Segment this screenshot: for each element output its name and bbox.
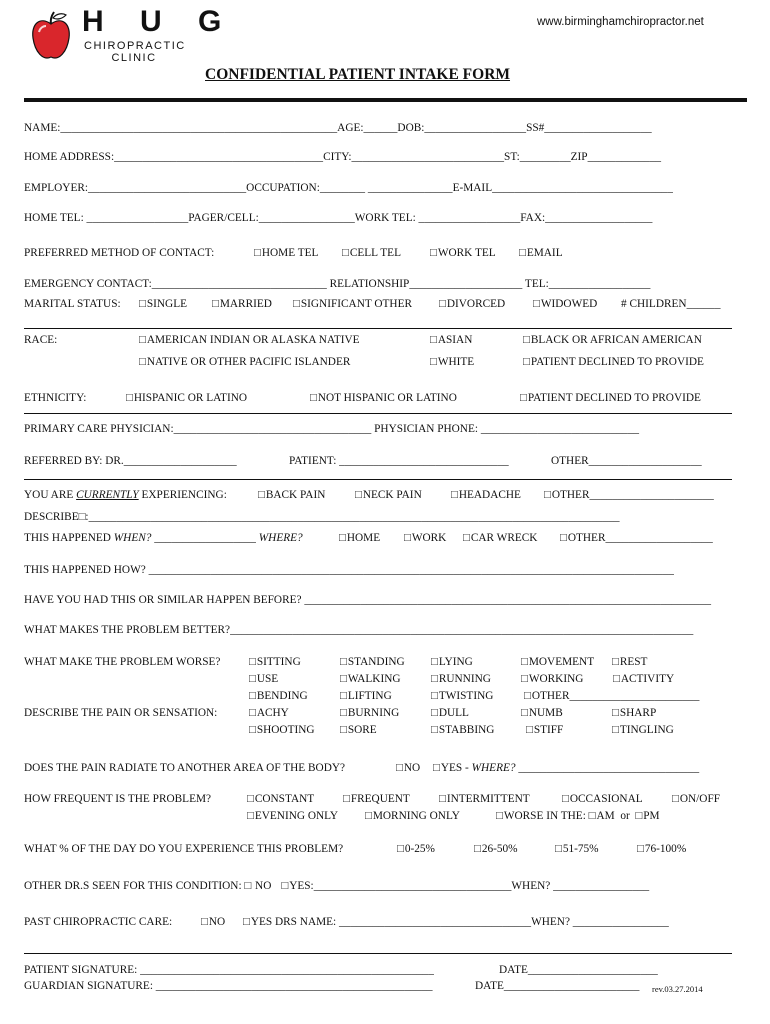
ethnicity-declined-checkbox[interactable]: □ PATIENT DECLINED TO PROVIDE: [520, 392, 701, 404]
percent-0-25-checkbox[interactable]: □ 0-25%: [397, 843, 435, 855]
frequency-worse-checkbox[interactable]: □ WORSE IN THE:: [496, 810, 589, 822]
contact-work-checkbox[interactable]: □ WORK TEL: [430, 247, 496, 259]
where-work-checkbox[interactable]: □ WORK: [404, 532, 446, 544]
worse-lifting-checkbox[interactable]: □ LIFTING: [340, 690, 392, 702]
describe-line[interactable]: DESCRIBE□:______________________________________________________________________________________________: [24, 511, 620, 523]
sensation-shooting-checkbox[interactable]: □ SHOOTING: [249, 724, 315, 736]
other-dr-label: OTHER DR.S SEEN FOR THIS CONDITION:: [24, 880, 245, 892]
frequency-frequent-checkbox[interactable]: □ FREQUENT: [343, 793, 410, 805]
phones-line[interactable]: HOME TEL: __________________PAGER/CELL:_________________WORK TEL: __________________FAX:___________________: [24, 212, 653, 224]
frequency-intermittent-checkbox[interactable]: □ INTERMITTENT: [439, 793, 530, 805]
worse-rest-checkbox[interactable]: □ REST: [612, 656, 647, 668]
worse-bending-checkbox[interactable]: □ BENDING: [249, 690, 308, 702]
when-line[interactable]: [24, 532, 303, 544]
sensation-tingling-checkbox[interactable]: □ TINGLING: [612, 724, 674, 736]
sensation-sore-checkbox[interactable]: □ SORE: [340, 724, 377, 736]
marital-label: MARITAL STATUS:: [24, 298, 121, 310]
apple-logo-icon: [30, 10, 72, 62]
sensation-numb-checkbox[interactable]: □ NUMB: [521, 707, 563, 719]
worse-working-checkbox[interactable]: □ WORKING: [521, 673, 583, 685]
radiate-where-blank[interactable]: ________________________________: [515, 762, 700, 774]
patient-date-line[interactable]: DATE_______________________: [499, 964, 658, 976]
worse-running-checkbox[interactable]: □ RUNNING: [431, 673, 491, 685]
ethnicity-label: ETHNICITY:: [24, 392, 87, 404]
worse-activity-checkbox[interactable]: □ ACTIVITY: [613, 673, 674, 685]
patient-signature-line[interactable]: PATIENT SIGNATURE: ____________________________________________________: [24, 964, 434, 976]
marital-significant-checkbox[interactable]: □ SIGNIFICANT OTHER: [293, 298, 412, 310]
radiate-where-word: WHERE?: [471, 762, 516, 774]
section-divider: [24, 413, 732, 414]
sensation-sharp-checkbox[interactable]: □ SHARP: [612, 707, 656, 719]
frequency-worse-line[interactable]: [496, 810, 660, 822]
page-title: CONFIDENTIAL PATIENT INTAKE FORM: [205, 66, 511, 83]
frequency-label: HOW FREQUENT IS THE PROBLEM?: [24, 793, 212, 805]
where-other-checkbox[interactable]: □ OTHER___________________: [560, 532, 713, 544]
section-divider: [24, 479, 732, 480]
frequency-onoff-checkbox[interactable]: □ ON/OFF: [672, 793, 720, 805]
sensation-label: DESCRIBE THE PAIN OR SENSATION:: [24, 707, 218, 719]
experiencing-suffix: EXPERIENCING:: [138, 489, 227, 501]
sensation-burning-checkbox[interactable]: □ BURNING: [340, 707, 399, 719]
logo-line-1: CHIROPRACTIC: [84, 40, 186, 52]
race-white-checkbox[interactable]: □ WHITE: [430, 356, 474, 368]
frequency-evening-checkbox[interactable]: □ EVENING ONLY: [247, 810, 338, 822]
marital-single-checkbox[interactable]: □ SINGLE: [139, 298, 187, 310]
marital-widowed-checkbox[interactable]: □ WIDOWED: [533, 298, 597, 310]
frequency-or: or: [614, 810, 636, 822]
referred-patient-line[interactable]: PATIENT: ______________________________: [289, 455, 509, 467]
percent-51-75-checkbox[interactable]: □ 51-75%: [555, 843, 599, 855]
before-line[interactable]: HAVE YOU HAD THIS OR SIMILAR HAPPEN BEFORE? ________________________________________________________________________: [24, 594, 712, 606]
name-line[interactable]: NAME:_________________________________________________AGE:______DOB:__________________SS#___________________: [24, 122, 652, 134]
radiate-label: DOES THE PAIN RADIATE TO ANOTHER AREA OF THE BODY?: [24, 762, 346, 774]
experiencing-prefix: YOU ARE: [24, 489, 77, 501]
referred-other-line[interactable]: OTHER____________________: [551, 455, 702, 467]
guardian-date-line[interactable]: DATE________________________: [475, 980, 640, 992]
radiate-no-checkbox[interactable]: □ NO: [396, 762, 420, 774]
percent-26-50-checkbox[interactable]: □ 26-50%: [474, 843, 518, 855]
radiate-yes-checkbox[interactable]: □ YES -: [433, 762, 472, 774]
complaint-other-checkbox[interactable]: □ OTHER______________________: [544, 489, 714, 501]
other-dr-yes-checkbox[interactable]: □ YES:___________________________________WHEN? _________________: [281, 880, 649, 892]
complaint-back-checkbox[interactable]: □ BACK PAIN: [258, 489, 325, 501]
better-line[interactable]: WHAT MAKES THE PROBLEM BETTER?__________________________________________________________________________________: [24, 624, 694, 636]
frequency-am-checkbox[interactable]: □ AM: [589, 810, 615, 822]
race-asian-checkbox[interactable]: □ ASIAN: [430, 334, 472, 346]
where-car-wreck-checkbox[interactable]: □ CAR WRECK: [463, 532, 537, 544]
experiencing-emphasis: CURRENTLY: [76, 489, 139, 501]
complaint-headache-checkbox[interactable]: □ HEADACHE: [451, 489, 521, 501]
children-field[interactable]: # CHILDREN______: [621, 298, 721, 310]
contact-cell-checkbox[interactable]: □ CELL TEL: [342, 247, 401, 259]
race-black-checkbox[interactable]: □ BLACK OR AFRICAN AMERICAN: [523, 334, 702, 346]
frequency-occasional-checkbox[interactable]: □ OCCASIONAL: [562, 793, 643, 805]
frequency-morning-checkbox[interactable]: □ MORNING ONLY: [365, 810, 460, 822]
pcp-line[interactable]: PRIMARY CARE PHYSICIAN:___________________________________ PHYSICIAN PHONE: ____________________________: [24, 423, 639, 435]
past-chiro-no-checkbox[interactable]: □ NO: [201, 916, 225, 928]
other-dr-no-checkbox[interactable]: □ NO: [244, 880, 271, 892]
website-url[interactable]: www.birminghamchiropractor.net: [537, 16, 704, 28]
race-declined-checkbox[interactable]: □ PATIENT DECLINED TO PROVIDE: [523, 356, 704, 368]
other-dr-line[interactable]: [24, 880, 649, 892]
logo-letters: H U G: [82, 5, 236, 38]
radiate-yes-line[interactable]: [433, 762, 699, 774]
frequency-constant-checkbox[interactable]: □ CONSTANT: [247, 793, 314, 805]
contact-email-checkbox[interactable]: □ EMAIL: [519, 247, 563, 259]
worse-label: WHAT MAKE THE PROBLEM WORSE?: [24, 656, 221, 668]
worse-other-checkbox[interactable]: □ OTHER_______________________: [524, 690, 699, 702]
worse-twisting-checkbox[interactable]: □ TWISTING: [431, 690, 493, 702]
contact-label: PREFERRED METHOD OF CONTACT:: [24, 247, 215, 259]
experiencing-label: [24, 489, 227, 501]
employer-line[interactable]: EMPLOYER:____________________________OCCUPATION:________ _______________E-MAIL________________________________: [24, 182, 673, 194]
ethnicity-not-hispanic-checkbox[interactable]: □ NOT HISPANIC OR LATINO: [310, 392, 457, 404]
frequency-pm-checkbox[interactable]: □ PM: [635, 810, 659, 822]
guardian-signature-line[interactable]: GUARDIAN SIGNATURE: _________________________________________________: [24, 980, 433, 992]
contact-home-checkbox[interactable]: □ HOME TEL: [254, 247, 318, 259]
race-label: RACE:: [24, 334, 58, 346]
percent-76-100-checkbox[interactable]: □ 76-100%: [637, 843, 686, 855]
logo-subtitle: [84, 40, 184, 64]
when-blank[interactable]: __________________: [151, 532, 259, 544]
worse-standing-checkbox[interactable]: □ STANDING: [340, 656, 405, 668]
address-line[interactable]: HOME ADDRESS:_____________________________________CITY:___________________________ST:_________ZIP_____________: [24, 151, 662, 163]
worse-movement-checkbox[interactable]: □ MOVEMENT: [521, 656, 594, 668]
worse-lying-checkbox[interactable]: □ LYING: [431, 656, 473, 668]
where-home-checkbox[interactable]: □ HOME: [339, 532, 380, 544]
when-prefix: THIS HAPPENED: [24, 532, 114, 544]
when-word: WHEN?: [113, 532, 152, 544]
past-chiro-label: PAST CHIROPRACTIC CARE:: [24, 916, 173, 928]
race-pacific-islander-checkbox[interactable]: □ NATIVE OR OTHER PACIFIC ISLANDER: [139, 356, 350, 368]
ethnicity-hispanic-checkbox[interactable]: □ HISPANIC OR LATINO: [126, 392, 247, 404]
percent-label: WHAT % OF THE DAY DO YOU EXPERIENCE THIS PROBLEM?: [24, 843, 344, 855]
referred-by-line[interactable]: REFERRED BY: DR.____________________: [24, 455, 237, 467]
how-line[interactable]: [24, 564, 674, 576]
section-divider: [24, 328, 732, 329]
past-chiro-yes-checkbox[interactable]: □ YES DRS NAME: __________________________________WHEN? _________________: [243, 916, 669, 928]
emergency-line[interactable]: EMERGENCY CONTACT:_______________________________ RELATIONSHIP____________________ TEL:__________________: [24, 278, 651, 290]
sensation-dull-checkbox[interactable]: □ DULL: [431, 707, 469, 719]
worse-sitting-checkbox[interactable]: □ SITTING: [249, 656, 301, 668]
sensation-stiff-checkbox[interactable]: □ STIFF: [526, 724, 563, 736]
how-text[interactable]: THIS HAPPENED HOW? _____________________________________________________________________________________________: [24, 564, 674, 576]
worse-use-checkbox[interactable]: □ USE: [249, 673, 278, 685]
marital-married-checkbox[interactable]: □ MARRIED: [212, 298, 272, 310]
revision-label: rev.03.27.2014: [652, 984, 703, 994]
marital-divorced-checkbox[interactable]: □ DIVORCED: [439, 298, 505, 310]
sensation-stabbing-checkbox[interactable]: □ STABBING: [431, 724, 494, 736]
section-divider: [24, 953, 732, 954]
race-american-indian-checkbox[interactable]: □ AMERICAN INDIAN OR ALASKA NATIVE: [139, 334, 360, 346]
header-rule: [24, 98, 747, 102]
worse-walking-checkbox[interactable]: □ WALKING: [340, 673, 401, 685]
complaint-neck-checkbox[interactable]: □ NECK PAIN: [355, 489, 422, 501]
where-word: WHERE?: [258, 532, 303, 544]
sensation-achy-checkbox[interactable]: □ ACHY: [249, 707, 289, 719]
logo-line-2: CLINIC: [111, 52, 157, 64]
